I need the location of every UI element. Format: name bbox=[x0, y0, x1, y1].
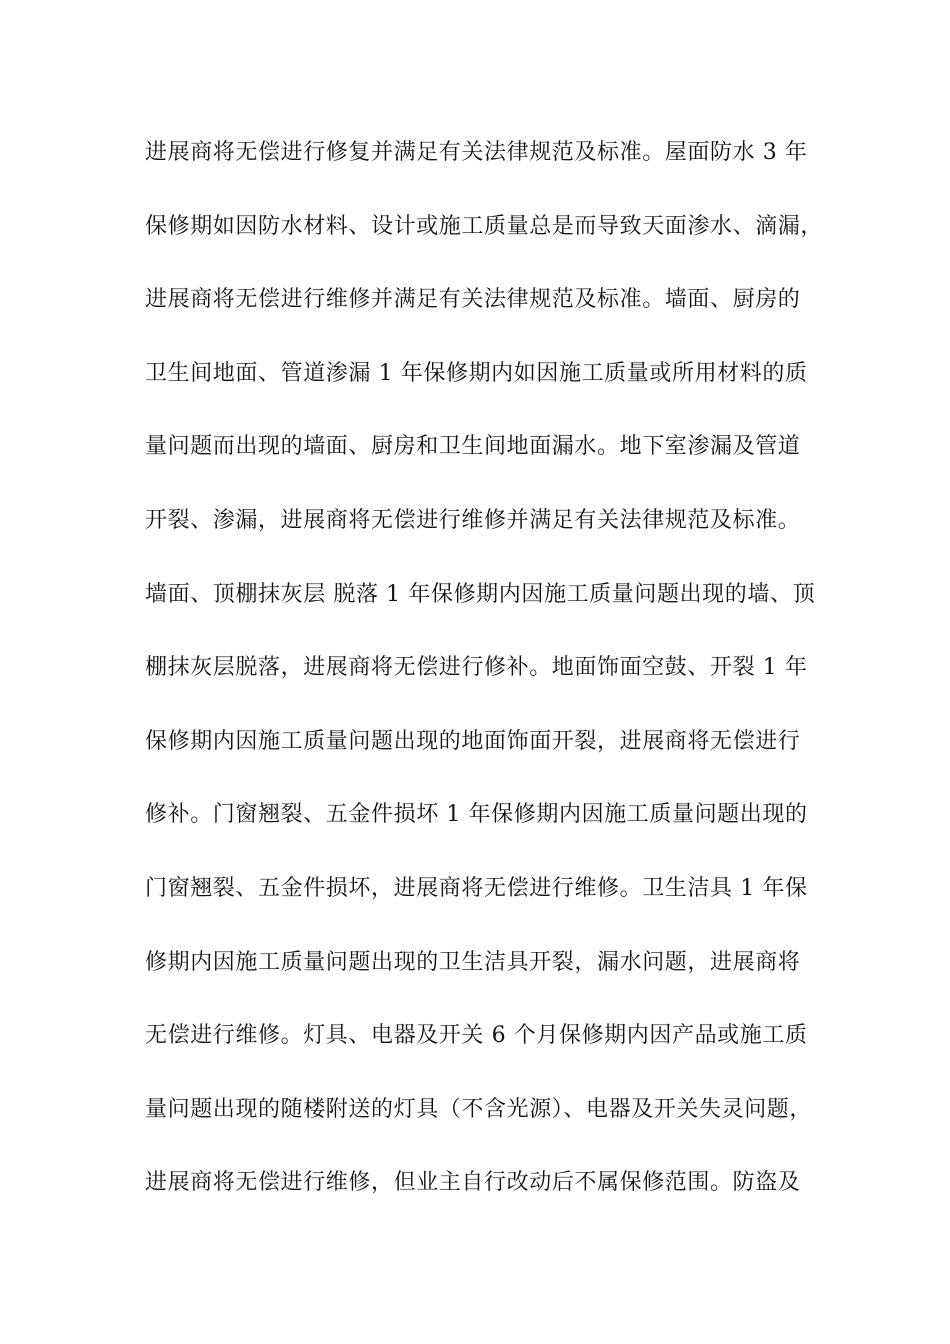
text-line: 门窗翘裂、五金件损坏，进展商将无偿进行维修。卫生洁具 1 年保 bbox=[145, 875, 808, 901]
text-line: 无偿进行维修。灯具、电器及开关 6 个月保修期内因产品或施工质 bbox=[145, 1023, 808, 1049]
text-line: 修补。门窗翘裂、五金件损坏 1 年保修期内因施工质量问题出现的 bbox=[145, 802, 808, 828]
text-line: 卫生间地面、管道渗漏 1 年保修期内如因施工质量或所用材料的质 bbox=[145, 360, 808, 386]
text-line: 量问题而出现的墙面、厨房和卫生间地面漏水。地下室渗漏及管道 bbox=[145, 434, 801, 460]
text-line: 进展商将无偿进行维修并满足有关法律规范及标准。墙面、厨房的 bbox=[145, 287, 801, 313]
text-line: 量问题出现的随楼附送的灯具（不含光源）、电器及开关失灵问题， bbox=[145, 1096, 813, 1122]
text-line: 进展商将无偿进行维修，但业主自行改动后不属保修范围。防盗及 bbox=[145, 1170, 801, 1196]
text-line: 棚抹灰层脱落，进展商将无偿进行修补。地面饰面空鼓、开裂 1 年 bbox=[145, 655, 808, 681]
text-line: 墙面、顶棚抹灰层 脱落 1 年保修期内因施工质量问题出现的墙、顶 bbox=[145, 581, 816, 607]
text-line: 保修期内因施工质量问题出现的地面饰面开裂，进展商将无偿进行 bbox=[145, 728, 801, 754]
text-line: 修期内因施工质量问题出现的卫生洁具开裂，漏水问题，进展商将 bbox=[145, 949, 801, 975]
text-line: 开裂、渗漏，进展商将无偿进行维修并满足有关法律规范及标准。 bbox=[145, 507, 801, 533]
text-line: 进展商将无偿进行修复并满足有关法律规范及标准。屋面防水 3 年 bbox=[145, 140, 808, 165]
text-line: 保修期如因防水材料、设计或施工质量总是而导致天面渗水、滴漏， bbox=[145, 213, 824, 239]
body-text bbox=[145, 133, 824, 1237]
